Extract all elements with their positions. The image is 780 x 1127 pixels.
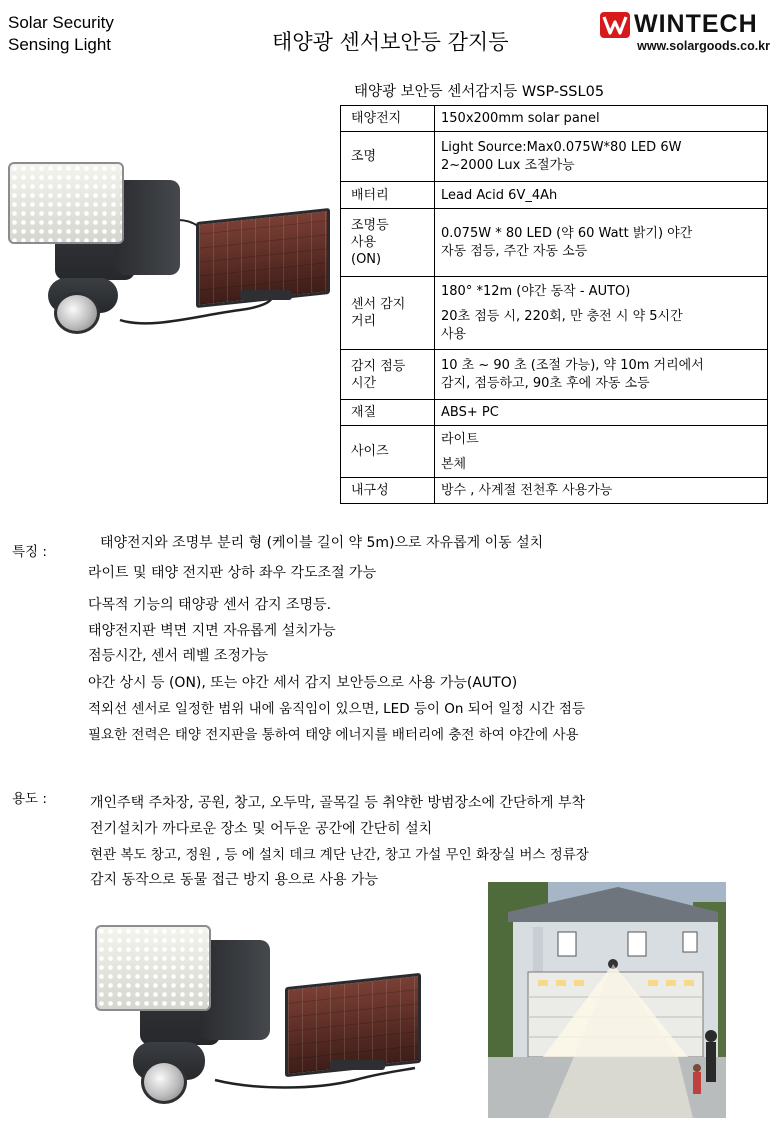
spec-key (341, 209, 435, 277)
table-row (341, 350, 768, 400)
english-title-line-1: Solar Security (8, 13, 114, 32)
english-title (8, 12, 114, 56)
spec-value-line: 라이트 (441, 431, 479, 447)
table-row (341, 277, 768, 350)
spec-key-line: 사용 (351, 235, 377, 250)
spec-value (435, 132, 768, 182)
spec-value (435, 277, 768, 350)
spec-value (435, 426, 768, 478)
wintech-logo (600, 10, 770, 56)
logo-wordmark: WINTECH (634, 10, 758, 38)
spec-key: 내구성 (341, 478, 435, 504)
spec-value-line: 150x200mm solar panel (441, 111, 600, 126)
spec-key: 태양전지 (341, 106, 435, 132)
spec-value-line: Lead Acid 6V_4Ah (441, 187, 558, 203)
table-row (341, 106, 768, 132)
uses-label: 용도 : (12, 791, 47, 807)
table-row (341, 209, 768, 277)
spec-value-line: 10 초 ~ 90 초 (조절 가능), 약 10m 거리에서 (441, 358, 704, 373)
list-item: 필요한 전력은 태양 전지판을 통하여 태양 에너지를 배터리에 충전 하여 야간에 사용 (88, 727, 579, 743)
table-row (341, 478, 768, 504)
spec-table (340, 105, 768, 504)
spec-value-line: 자동 점등, 주간 자동 소등 (441, 244, 588, 259)
spec-value (435, 400, 768, 426)
table-row (341, 426, 768, 478)
led-array-icon (8, 162, 124, 244)
spec-key: 재질 (341, 400, 435, 426)
spec-value-line: 사용 (441, 327, 467, 342)
list-item: 전기설치가 까다로운 장소 및 어두운 공간에 간단히 설치 (90, 821, 433, 837)
spec-key-line: 감지 점등 (351, 358, 406, 374)
english-title-line-2: Sensing Light (8, 35, 112, 54)
spec-value-line: 180° *12m (야간 동작 - AUTO) (441, 284, 631, 299)
spec-key-line: 센서 감지 (351, 297, 406, 312)
product-photo-top (0, 150, 335, 350)
list-item: 감지 동작으로 동물 접근 방지 용으로 사용 가능 (90, 872, 379, 888)
spec-value (435, 106, 768, 132)
house-illustration (488, 882, 726, 1118)
spec-key: 사이즈 (341, 426, 435, 478)
spec-value-line: Light Source:Max0.075W*80 LED 6W (441, 140, 682, 155)
features-label: 특징 : (12, 544, 47, 560)
list-item: 개인주택 주차장, 공원, 창고, 오두막, 골목길 등 취약한 방범장소에 간단하게 부착 (90, 795, 586, 811)
spec-key (341, 350, 435, 400)
led-array-icon (95, 925, 211, 1011)
spec-value-line: ABS+ PC (441, 405, 499, 420)
spec-key (341, 277, 435, 350)
spec-key: 배터리 (341, 182, 435, 209)
spec-key: 조명 (341, 132, 435, 182)
table-row (341, 132, 768, 182)
motion-sensor-icon (54, 292, 100, 334)
page-title: 태양광 센서보안등 감지등 (272, 30, 509, 54)
list-item: 현관 복도 창고, 정원 , 등 에 설치 데크 계단 난간, 창고 가설 무인 화장실 버스 정류장 (90, 847, 589, 863)
spec-value-line: 0.075W * 80 LED (약 60 Watt 밝기) 야간 (441, 226, 693, 241)
spec-value (435, 182, 768, 209)
spec-value (435, 350, 768, 400)
spec-value-line: 2~2000 Lux 조절가능 (441, 158, 575, 173)
spec-key-line: 조명등 (351, 218, 389, 233)
usage-house-photo (488, 882, 726, 1118)
spec-key-line: (ON) (351, 252, 382, 267)
spec-value (435, 209, 768, 277)
spec-value (435, 478, 768, 504)
list-item: 태양전지판 벽면 지면 자유롭게 설치가능 (88, 623, 336, 639)
table-row (341, 400, 768, 426)
product-photo-bottom (85, 920, 425, 1120)
motion-sensor-icon (141, 1060, 187, 1104)
spec-table-title: 태양광 보안등 센서감지등 WSP-SSL05 (354, 84, 605, 100)
list-item: 적외선 센서로 일정한 범위 내에 움직임이 있으면, LED 등이 On 되어 일정 시간 점등 (88, 701, 585, 717)
spec-value-line: 본체 (441, 456, 467, 472)
list-item: 점등시간, 센서 레벨 조정가능 (88, 648, 269, 664)
spec-value-line: 감지, 점등하고, 90초 후에 자동 소등 (441, 376, 650, 391)
spec-value-line: 방수 , 사계절 전천후 사용가능 (441, 483, 613, 498)
spec-key-line: 시간 (351, 375, 377, 391)
wintech-logo-mark-icon (600, 12, 630, 38)
list-item: 태양전지와 조명부 분리 형 (케이블 길이 약 5m)으로 자유롭게 이동 설치 (100, 535, 544, 551)
logo-url: www.solargoods.co.kr (637, 39, 770, 53)
spec-key-line: 거리 (351, 314, 377, 329)
table-row (341, 182, 768, 209)
spec-value-line: 20초 점등 시, 220회, 만 충전 시 약 5시간 (441, 309, 683, 324)
list-item: 야간 상시 등 (ON), 또는 야간 세서 감지 보안등으로 사용 가능(AUTO) (88, 675, 518, 691)
list-item: 다목적 기능의 태양광 센서 감지 조명등. (88, 597, 332, 613)
list-item: 라이트 및 태양 전지판 상하 좌우 각도조절 가능 (88, 565, 377, 581)
